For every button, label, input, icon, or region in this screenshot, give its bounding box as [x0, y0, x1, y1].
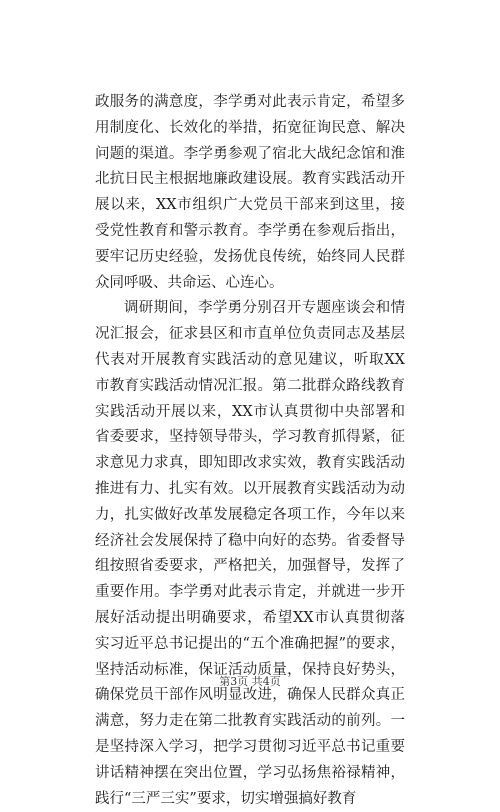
document-body	[95, 90, 405, 812]
paragraph-1: 政服务的满意度，李学勇对此表示肯定，希望多用制度化、长效化的举措，拓宽征询民意、解决问题的渠道。李学勇参观了宿北大战纪念馆和淮北抗日民主根据地廉政建设展。教育实践活动开展以来，XX市组织广大党员干部来到这里，接受党性教育和警示教育。李学勇在参观后指出，要牢记历史经验，发扬优良传统，始终同人民群众同呼吸、共命运、心连心。	[95, 94, 405, 291]
page-footer: 第3页 共4页	[219, 675, 281, 688]
paragraph-2: 调研期间，李学勇分别召开专题座谈会和情况汇报会，征求县区和市直单位负责同志及基层代表对开展教育实践活动的意见建议，听取XX市教育实践活动情况汇报。第二批群众路线教育实践活动开展以来，XX市认真贯彻中央部署和省委要求，坚持领导带头，学习教育抓得紧，征求意见力求真，即知即改求实效，教育实践活动推进有力、扎实有效。以开展教育实践活动为动力，扎实做好改革发展稳定各项工作，今年以来经济社会发展保持了稳中向好的态势。省委督导组按照省委要求，严格把关，加强督导，发挥了重要作用。李学勇对此表示肯定，并就进一步开展好活动提出明确要求，希望XX市认真贯彻落实习近平总书记提出的“五个准确把握”的要求，坚持活动标准，保证活动质量，保持良好势头，确保党员干部作风明显改进，确保人民群众真正满意，努力走在第二批教育实践活动的前列。一是坚持深入学习，把学习贯彻习近平总书记重要讲话精神摆在突出位置，学习弘扬焦裕禄精神，践行“三严三实”要求，切实增强搞好教育	[95, 300, 405, 807]
